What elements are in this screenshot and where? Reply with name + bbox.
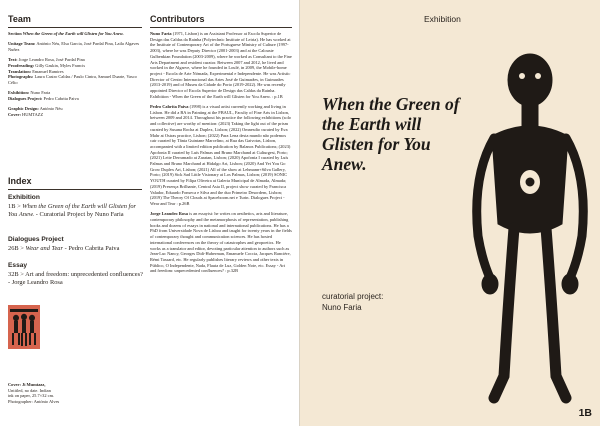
exhibition-title: When the Green of the Earth will Glisten for You Anew. xyxy=(322,94,460,174)
contributor-bio: (1971, Lisbon) is an Assistant Professor at Escola Superior de Design das Caldas da Rainha (Polytechnic Institute of Leiria). He has worked at the Institute of Contemporary Art of the Portuguese Ministry of Culture (1997-2003), where he was Deputy Director (2001-2003) and at the Calouste Gulbenkian Foundation (2003-2009), where he worked as Consultant to the Fine Arts Department and resident curator. Between 2007 and 2012, he lived and worked in the Algarve, where he founded in Loulé, in 2009, the Mobile-home project - Escola de Arte Nómada, Experimental e Independente. He was Artistic Director of Centro Internacional das Artes José de Guimarães, in Guimarães (2013-2019) and of Museu da Cidade do Porto (2019-2022). He was recently appointed Director of Escola Superior de Design das Caldas da Rainha. Exhibition - When the Green of the Earth will Glisten for You Anew. : p.1B xyxy=(150,31,292,99)
index-entry-exhibition[interactable]: 1B > When the Green of the Earth will Glisten for You Anew. - Curatorial Project by Nuno Faria xyxy=(8,203,136,219)
contributor-bio: is an essayist: he writes on aesthetics, arts and literature, contemporary philosophy and the metamorphosis of representation, publishing books and dozens of essays in national and international publications. He has a PhD from Universidade Nova de Lisboa and taught for twenty years in the fields of contemporary thought and communication sciences. He has hosted international conferences on the theory of catastrophes and geopoetics. He works as a translator and editor, devoting particular attention to authors such as Jean-Luc Nancy, Georges Didi-Huberman, Emanuele Coccia, Jacques Rancière, Rémi Tassard, etc. He regularly publishes literary reviews and other texts in Público, O Independente, Nada, Flauta de Luz, Golden Note, etc. Essay - Art and freedom: unprecedented confluences? : p.32B xyxy=(150,211,292,274)
bio-jorge-leandro-rosa xyxy=(150,211,292,274)
section-title: When the Green of the Earth will Glisten for You Anew. xyxy=(22,31,124,36)
cover-thumbnail xyxy=(8,305,40,349)
unitage-label: Unitage Team: xyxy=(8,41,36,47)
page-number: 1B xyxy=(578,407,592,419)
text-label: Text: xyxy=(8,57,18,63)
cover-caption xyxy=(8,382,78,404)
index-entry-text: Wear and Tear xyxy=(25,245,63,252)
cover-figures-icon xyxy=(8,305,40,349)
index-heading: Index xyxy=(8,176,32,186)
team-credits xyxy=(8,31,142,122)
index-entry-essay[interactable]: 32B > Art and freedom: unprecedented confluences? - Jorge Leandro Rosa xyxy=(8,271,143,287)
contributors-heading-rule xyxy=(150,27,292,28)
contributor-name: Pedro Cabrita Paiva xyxy=(150,104,189,110)
cover-caption-line1: Cover: Ji Mumtazz, xyxy=(8,382,46,387)
cover-caption-line3: ink on paper, 25.7×32 cm. xyxy=(8,393,55,399)
curator-name: Nuno Faria xyxy=(322,302,362,312)
bio-nuno-faria xyxy=(150,31,292,99)
ink-figure-drawing-icon xyxy=(464,46,594,426)
index-ref: 32B xyxy=(8,271,19,278)
cover-caption-line4: Photographer: António Alves xyxy=(8,398,60,404)
cover-value: HUMTAZZ xyxy=(22,112,44,118)
index-heading-rule xyxy=(8,189,142,190)
unitage-value: António Néu, Elsa Garcia, José Pardal Pina, Laila Algaves Nuñez xyxy=(8,41,140,52)
index-title-exhibition: Exhibition xyxy=(8,194,40,201)
team-heading: Team xyxy=(8,14,31,24)
design-label: Graphic Design: xyxy=(8,106,39,112)
dialogues-credit-value: Pedro Cabrita Paiva xyxy=(43,96,79,102)
cover-caption-line2: Untitled, no date. Indian xyxy=(8,387,51,393)
curatorial-credit xyxy=(322,292,383,313)
text-value: Jorge Leandro Rosa, José Pardal Pina xyxy=(18,57,85,63)
contributors-list xyxy=(150,31,292,279)
exhibition-credit-value: Nuno Faria xyxy=(30,90,51,96)
contributor-bio: (1998) is a visual artist currently working and living in Lisbon. He did a BA in Painting at the FBAUL, Faculty of Fine Arts in Lisbon, between 2009 and 2014. Throughout his practice the following exhibitions (solo and collective) are worthy of mention: (2023) Taking the light out of the prism curated by Susana Rocha at Duplex, Lisbon; (2022) Omnesdio curated by Eva Mahr at Ostras practice, Lisbon; (2022) Para Lena desta mundo não podemos cair curated by Tânia Guintane Marcelino, at Rua das Gaivotas, Lisbon, accompanied with a limited edition publication by Balanos Publications; (2023) Apofonia II curated by Luís Palmas and Bruno Marchand at Culturgest, Porto; (2021) Leite Derramado at Zaratan, Lisbon; (2020) Apofonia I curated by Luís Palmas and Bruno Marchand at Hidalgo Art, Lisbon; (2020) And Yet You Go Grow Duplex Art, Lisbon; (2021) All of the show at Lehmann+Silva Gallery, Porto; (2019) Sick Sad Little Visionary at Los Palmas, Lisbon; (2019) SONIC YOUTH curated by Filipa Oliveira at Galeria Municipal de Almada, Almada; (2019) Presença Brilhante, Central Asia II, project show curated by Francisca Valador, Eduardo Fonseca e Silva and the duo Primeiro Desordem, Lisbon; (2019) The Theory Of Clouds at Spaceboom.net e Turin. Dialogues Project - Wear and Tear : p.26B xyxy=(150,104,292,206)
proofreading-value: Gilly Gaskin, Myles Francis xyxy=(35,63,86,68)
translation-label: Translation: xyxy=(8,68,32,74)
exhibition-section-label: Exhibition xyxy=(424,14,461,24)
index-entry-dialogues[interactable]: 26B > Wear and Tear - Pedro Cabrita Paiva xyxy=(8,245,120,252)
index-ref: 26B xyxy=(8,245,19,252)
dialogues-credit-label: Dialogues Project: xyxy=(8,96,43,102)
curatorial-label: curatorial project: xyxy=(322,292,384,301)
index-entry-author: - Pedro Cabrita Paiva xyxy=(63,245,120,252)
contributors-heading: Contributors xyxy=(150,14,205,24)
cover-label: Cover: xyxy=(8,112,21,118)
team-heading-rule xyxy=(8,27,142,28)
index-entry-author: - Jorge Leandro Rosa xyxy=(8,279,63,287)
bio-pedro-cabrita-paiva xyxy=(150,104,292,207)
index-title-essay: Essay xyxy=(8,262,28,269)
design-value: António Néu xyxy=(39,106,63,112)
contributor-name: Nuno Faria xyxy=(150,31,172,36)
contributor-name: Jorge Leandro Rosa xyxy=(150,211,188,217)
index-entry-author: - Curatorial Project by Nuno Faria xyxy=(34,211,124,219)
photographs-value: Laura Castro Caldas / Paulo Cintra, Samuel Duarte, Vasco Célio xyxy=(8,74,137,86)
proofreading-label: Proofreading: xyxy=(8,63,35,68)
index-title-dialogues: Dialogues Project xyxy=(8,236,64,243)
exhibition-credit-label: Exhibition: xyxy=(8,90,30,96)
index-entry-text: Art and freedom: unprecedented confluences? xyxy=(25,271,143,278)
translation-value: Emanuel Ramires xyxy=(32,68,64,74)
photographs-label: Photographs: xyxy=(8,74,34,80)
index-entry-text: When the Green of the Earth will Glisten for You Anew. xyxy=(8,203,136,219)
right-page xyxy=(300,0,600,426)
index-ref: 1B xyxy=(8,203,16,210)
section-label: Section xyxy=(8,31,22,36)
